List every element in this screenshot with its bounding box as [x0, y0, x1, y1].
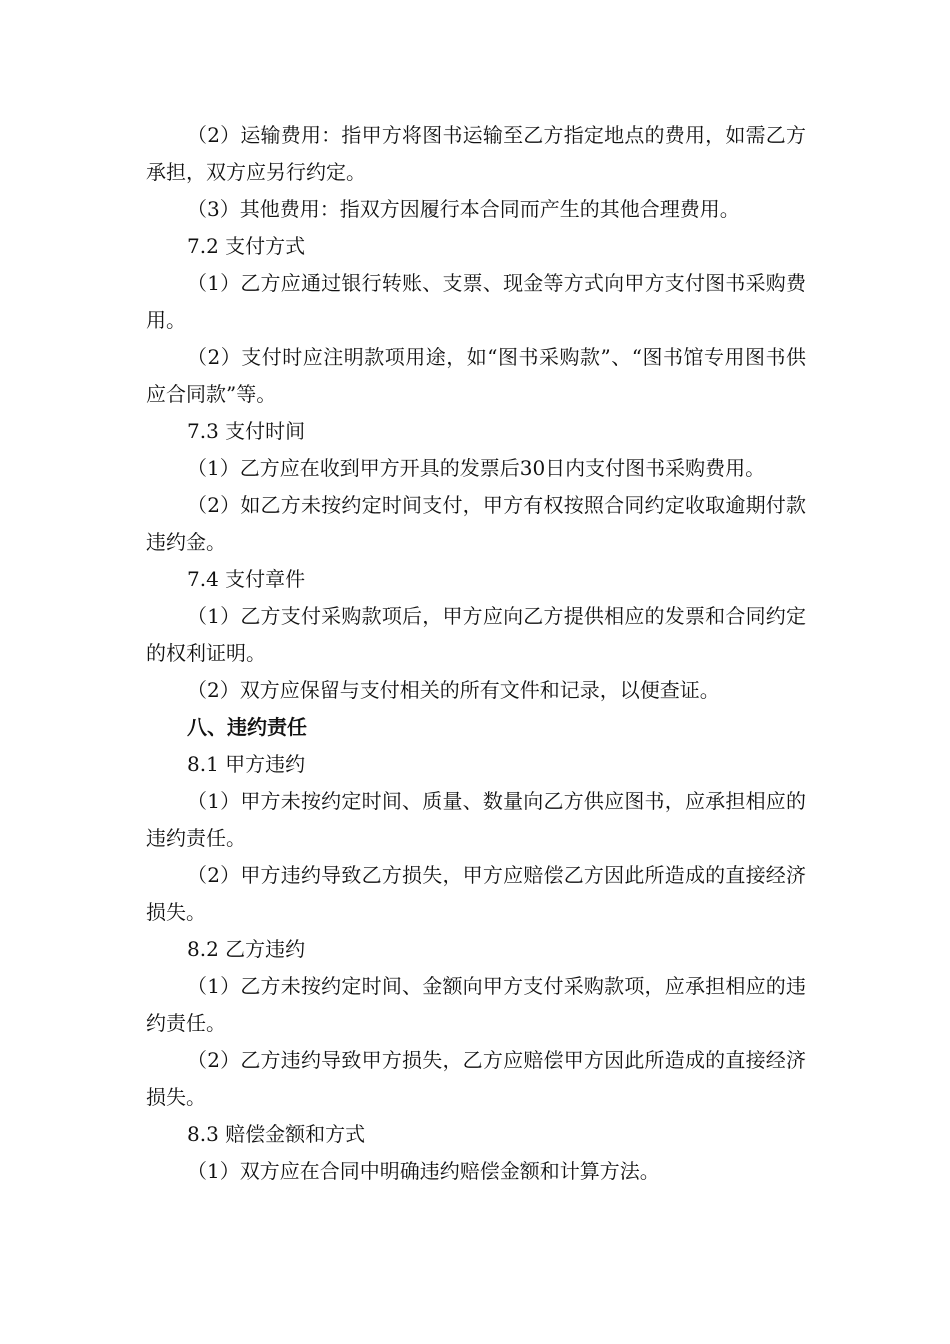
paragraph-payment-method-1: （1）乙方应通过银行转账、支票、现金等方式向甲方支付图书采购费用。 [146, 271, 806, 332]
section-heading-8-2: 8.2 乙方违约 [187, 937, 306, 961]
chapter-heading-8: 八、违约责任 [187, 715, 307, 739]
paragraph-party-b-breach-1: （1）乙方未按约定时间、金额向甲方支付采购款项，应承担相应的违约责任。 [146, 974, 806, 1035]
paragraph-party-a-breach-2: （2）甲方违约导致乙方损失，甲方应赔偿乙方因此所造成的直接经济损失。 [146, 863, 806, 924]
paragraph-payment-time-2: （2）如乙方未按约定时间支付，甲方有权按照合同约定收取逾期付款违约金。 [146, 493, 806, 554]
paragraph-party-a-breach-1: （1）甲方未按约定时间、质量、数量向乙方供应图书，应承担相应的违约责任。 [146, 789, 806, 850]
paragraph-payment-docs-1: （1）乙方支付采购款项后，甲方应向乙方提供相应的发票和合同约定的权利证明。 [146, 604, 806, 665]
section-heading-7-2: 7.2 支付方式 [187, 234, 306, 258]
section-heading-8-1: 8.1 甲方违约 [187, 752, 306, 776]
document-body [146, 117, 806, 1190]
section-heading-8-3: 8.3 赔偿金额和方式 [187, 1122, 366, 1146]
paragraph-other-fee: （3）其他费用：指双方因履行本合同而产生的其他合理费用。 [187, 197, 740, 221]
paragraph-payment-method-2: （2）支付时应注明款项用途，如“图书采购款”、“图书馆专用图书供应合同款”等。 [146, 345, 806, 406]
section-heading-7-3: 7.3 支付时间 [187, 419, 306, 443]
paragraph-party-b-breach-2: （2）乙方违约导致甲方损失，乙方应赔偿甲方因此所造成的直接经济损失。 [146, 1048, 806, 1109]
section-heading-7-4: 7.4 支付章件 [187, 567, 306, 591]
paragraph-payment-time-1: （1）乙方应在收到甲方开具的发票后30日内支付图书采购费用。 [187, 456, 766, 480]
paragraph-transport-fee: （2）运输费用：指甲方将图书运输至乙方指定地点的费用，如需乙方承担，双方应另行约定。 [146, 123, 806, 184]
paragraph-compensation-1: （1）双方应在合同中明确违约赔偿金额和计算方法。 [187, 1159, 660, 1183]
paragraph-payment-docs-2: （2）双方应保留与支付相关的所有文件和记录，以便查证。 [187, 678, 720, 702]
